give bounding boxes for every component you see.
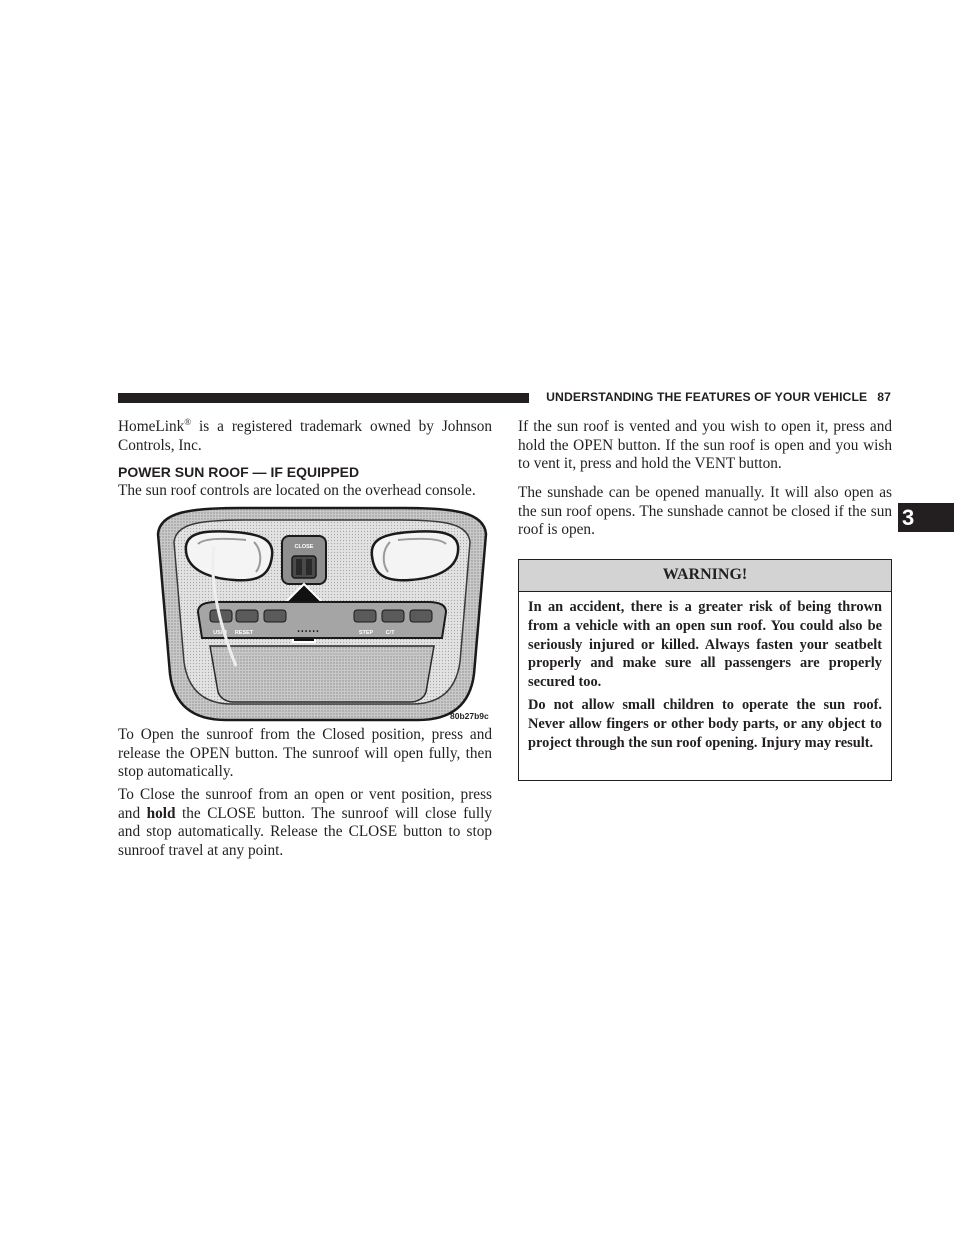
homelink-text: is a registered trademark owned by Johnson Controls, Inc. <box>118 418 492 454</box>
homelink-paragraph <box>118 418 492 455</box>
intro-paragraph: The sun roof controls are located on the overhead console. <box>118 482 476 499</box>
close-paragraph: To Close the sunroof from an open or vent position, press and hold the CLOSE button. The sunroof will close fully and stop automatically. Release the CLOSE button to stop sunroof travel at any point. <box>118 786 492 859</box>
reset-label: RESET <box>234 630 254 636</box>
console-button <box>236 610 258 622</box>
console-button <box>410 610 432 622</box>
header-rule <box>118 393 529 403</box>
homelink-dots: • • • • • • <box>297 629 319 635</box>
us-m-label: US/M <box>213 630 227 636</box>
warning-paragraph-2: Do not allow small children to operate the sun roof. Never allow fingers or other body parts, or any object to project through the sun roof opening. Injury may result. <box>528 696 882 751</box>
open-paragraph: To Open the sunroof from the Closed position, press and release the OPEN button. The sunroof will open fully, then stop automatically. <box>118 726 492 781</box>
hold-emphasis: hold <box>146 804 176 822</box>
chapter-tab: 3 <box>898 503 954 532</box>
warning-title: WARNING! <box>519 560 891 592</box>
console-button <box>382 610 404 622</box>
c-t-label: C/T <box>385 630 395 636</box>
homelink-brand: HomeLink <box>118 418 185 435</box>
overhead-console-illustration <box>150 506 494 724</box>
close-label: CLOSE <box>294 544 314 550</box>
section-title: UNDERSTANDING THE FEATURES OF YOUR VEHICLE <box>546 390 868 404</box>
running-header <box>538 390 891 404</box>
page-number: 87 <box>877 390 891 404</box>
sunshade-paragraph: The sunshade can be opened manually. It will also open as the sun roof opens. The sunshade cannot be closed if the sun roof is open. <box>518 484 892 539</box>
step-label: STEP <box>358 630 374 636</box>
console-button <box>264 610 286 622</box>
console-button <box>354 610 376 622</box>
warning-paragraph-1: In an accident, there is a greater risk of being thrown from a vehicle with an open sun roof. You could also be seriously injured or killed. Always fasten your seatbelt properly and make sure all passengers are properly secured too. <box>528 599 882 691</box>
sunroof-switch <box>292 556 316 578</box>
section-heading: POWER SUN ROOF — IF EQUIPPED <box>118 464 360 480</box>
overhead-console-figure <box>150 506 494 724</box>
warning-box <box>518 559 892 781</box>
figure-code: 80b27b9c <box>450 711 489 721</box>
registered-mark: ® <box>184 416 192 427</box>
vent-paragraph: If the sun roof is vented and you wish to open it, press and hold the OPEN button. If the sun roof is open and you wish to vent it, press and hold the VENT button. <box>518 418 892 473</box>
